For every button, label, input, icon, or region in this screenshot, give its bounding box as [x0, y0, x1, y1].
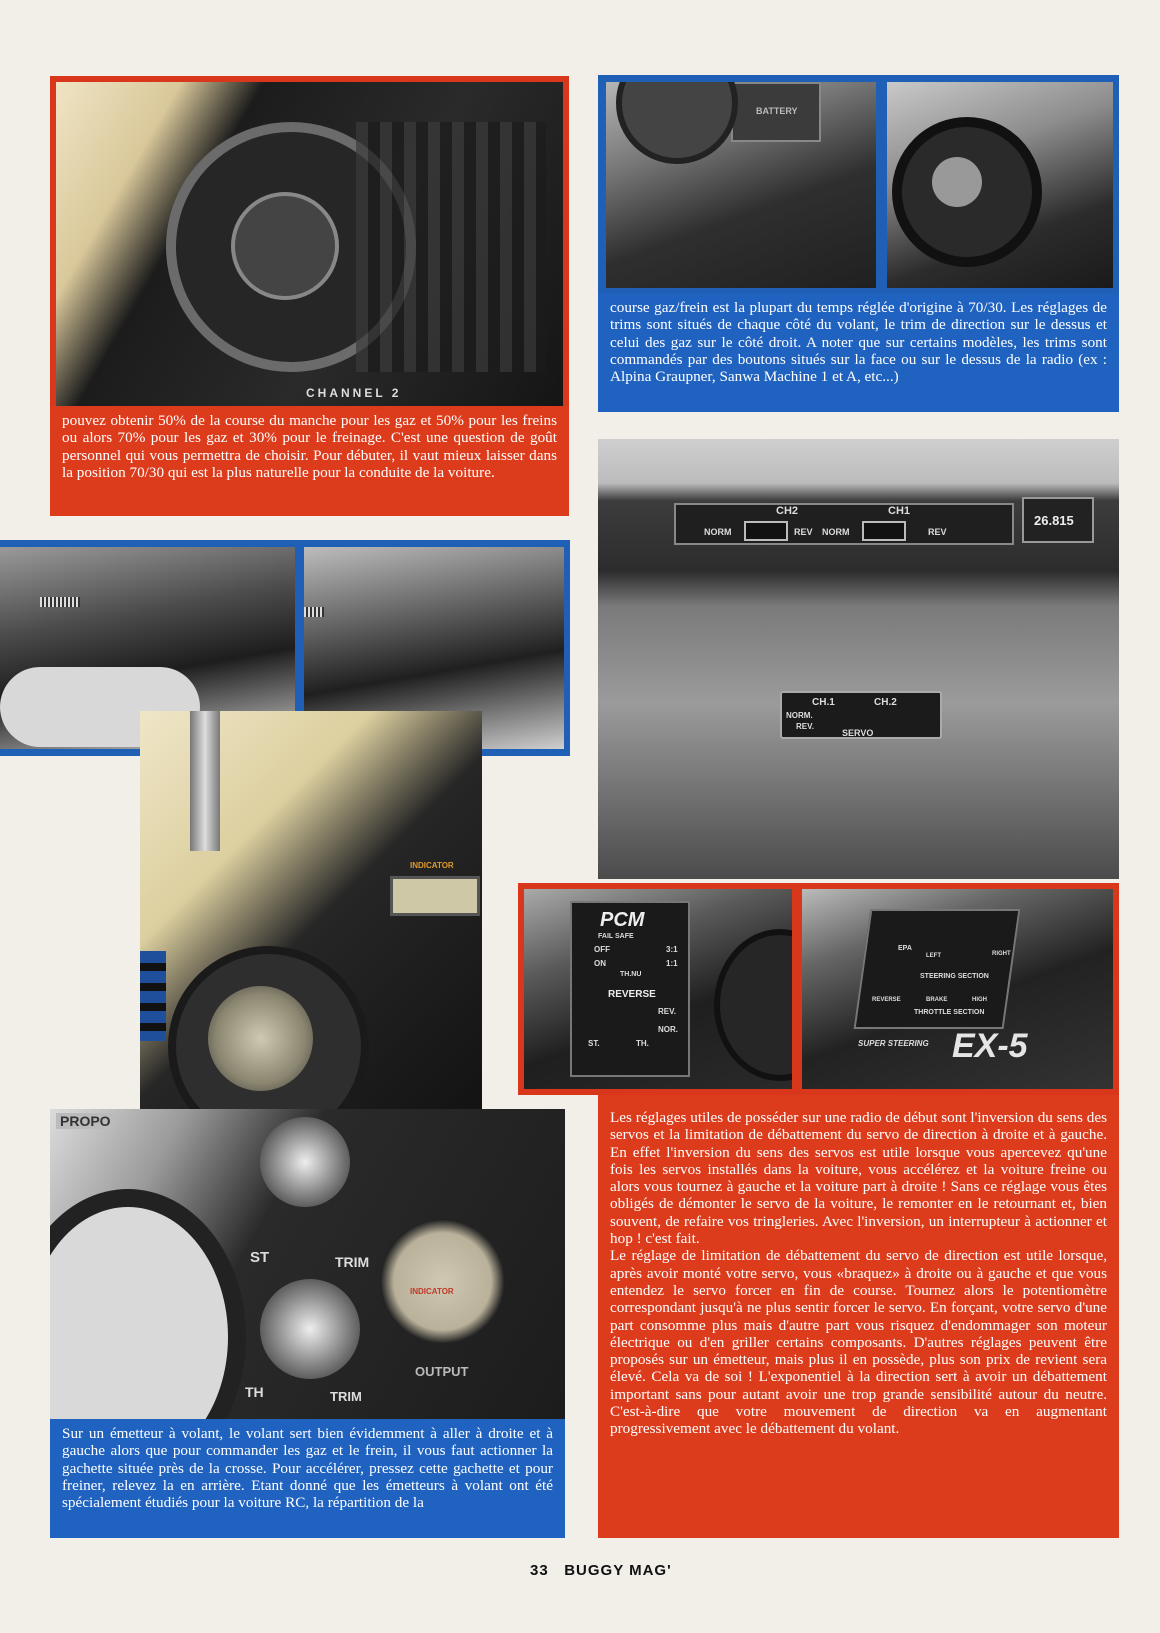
photo-trigger-battery — [606, 82, 876, 288]
caption-bottom-left — [50, 1419, 565, 1538]
st-trim-label: ST — [250, 1249, 270, 1266]
caption-bottom-left-text: Sur un émetteur à volant, le volant sert bien évidemment à aller à droite et à gauche alors que pour commander les gaz et le frein, il vous faut actionner la gachette située près de la crosse. Pour accélérer, pressez cette gachette et pour freiner, relevez la en arrière. Etant donné que les émetteurs à volant ont été spécialement étudiés pour la voiture RC, la répartition de la — [62, 1425, 553, 1512]
photo-servo-reverse-switches — [598, 439, 1119, 879]
ratio-b-label: 1:1 — [666, 959, 678, 968]
photo-pcm-panel — [524, 889, 792, 1089]
battery-label: BATTERY — [756, 106, 798, 116]
plate-norm-label: NORM. — [786, 711, 813, 720]
st-label: ST. — [588, 1039, 600, 1048]
off-label: OFF — [594, 945, 610, 954]
caption-bottom-right — [598, 1095, 1119, 1538]
on-label: ON — [594, 959, 606, 968]
reverse-small-label: REVERSE — [872, 997, 901, 1003]
nor-label: NOR. — [658, 1025, 678, 1034]
super-steering-label: SUPER STEERING — [858, 1039, 929, 1048]
throttle-section-label: THROTTLE SECTION — [914, 1009, 985, 1016]
magazine-name: BUGGY MAG' — [564, 1562, 672, 1579]
photo-ex5-panel — [802, 889, 1113, 1089]
rev-label-1: REV — [794, 527, 813, 537]
indicator-label-color: INDICATOR — [410, 861, 454, 870]
frequency-crystal: 26.815 — [1034, 513, 1074, 528]
plate-rev-label: REV. — [796, 722, 814, 731]
ex5-logo: EX-5 — [952, 1027, 1028, 1065]
caption-top-left — [50, 406, 569, 516]
reverse-label: REVERSE — [608, 989, 656, 1000]
page-footer — [530, 1562, 730, 1579]
caption-bottom-right-p2: Le réglage de limitation de débattement du servo de direction est utile lorsque, après avoir monté votre servo, vous «braquez» à droite ou à gauche et que vous entendez le servo forcer en fin de course. Tournez alors le potentiomètre correspondant jusqu'à ne plus sentir forcer le servo. En forçant, votre servo d'une part consomme plus mais d'autre part vous risquez d'endommager son moteur électrique ou d'en griller certains composants. D'autres réglages peuvent être proposés sur un émetteur, mais plus il en possède, plus son prix de revient sera élevé. Cela va de soi ! L'exponentiel à la direction sert à avoir un débattement important sans pour autant avoir une trop grande sensibilité autour du neutre. C'est-à-dire que votre mouvement de direction va en augmentant progressivement avec le débattement du volant. — [610, 1247, 1107, 1438]
trim-label-top: TRIM — [335, 1254, 370, 1270]
caption-top-right-text: course gaz/frein est la plupart du temps réglée d'origine à 70/30. Les réglages de trims sont situés de chaque côté du volant, le trim de direction sur le dessus et celui des gaz sur le côté droit. A noter que sur certains modèles, les trims sont commandés par des boutons situés sur la face ou sur le dessus de la radio (ex : Alpina Graupner, Sanwa Machine 1 et A, etc...) — [610, 299, 1107, 386]
photo-wheel-side — [887, 82, 1113, 288]
channel-label: CHANNEL 2 — [306, 386, 402, 400]
th-nu-label: TH.NU — [620, 971, 642, 978]
page-number: 33 — [530, 1562, 549, 1579]
propo-label: PROPO — [56, 1113, 115, 1129]
steering-section-label: STEERING SECTION — [920, 973, 989, 980]
ch2-label: CH2 — [776, 505, 799, 517]
rev-label-2: REV — [928, 527, 947, 537]
switch-ch2 — [744, 521, 788, 541]
trim-label-bottom: TRIM — [330, 1389, 362, 1404]
norm-label-1: NORM — [704, 527, 732, 537]
norm-label-2: NORM — [822, 527, 850, 537]
brake-label: BRAKE — [926, 997, 948, 1003]
pcm-label: PCM — [600, 909, 645, 931]
ratio-a-label: 3:1 — [666, 945, 678, 954]
high-label: HIGH — [972, 997, 987, 1003]
plate-ch2-label: CH.2 — [874, 697, 897, 708]
photo-wheel-transmitter — [140, 711, 482, 1144]
plate-ch1-label: CH.1 — [812, 697, 835, 708]
plate-servo-label: SERVO — [842, 728, 874, 738]
switch-ch1 — [862, 521, 906, 541]
fail-safe-label: FAIL SAFE — [598, 933, 634, 940]
ch1-label: CH1 — [888, 505, 911, 517]
caption-top-right — [598, 293, 1119, 412]
right-label: RIGHT — [992, 951, 1011, 957]
epa-label: EPA — [898, 945, 912, 952]
rev2-label: REV. — [658, 1007, 676, 1016]
photo-trim-knobs — [50, 1109, 565, 1419]
th-trim-label: TH — [245, 1384, 264, 1400]
th-label: TH. — [636, 1039, 649, 1048]
output-label: OUTPUT — [415, 1364, 469, 1379]
left-label: LEFT — [926, 953, 941, 959]
indicator-label: INDICATOR — [410, 1287, 454, 1296]
photo-transmitter-stick — [50, 76, 569, 406]
caption-bottom-right-p1: Les réglages utiles de posséder sur une radio de début sont l'inversion du sens des servos et la limitation de débattement du servo de direction à droite et à gauche. En effet l'inversion du sens des servos est utile lorsque vous apercevez qu'une fois les servos installés dans la voiture, vous accélérez et la voiture freine ou alors vous tournez à gauche et la voiture part à droite ! Sans ce réglage vous êtes obligés de démonter le servo de la voiture, le remonter en le retournant et, bien souvent, de refaire vos tringleries. Avec l'inversion, un interrupteur à actionner et hop ! c'est fait. — [610, 1109, 1107, 1248]
caption-top-left-text: pouvez obtenir 50% de la course du manche pour les gaz et 50% pour les freins ou alors 70% pour les gaz et 30% pour le freinage. C'est une question de goût personnel qui vous permettra de choisir. Pour débuter, il vaut mieux laisser dans la position 70/30 qui est la plus naturelle pour la conduite de la voiture. — [62, 412, 557, 481]
